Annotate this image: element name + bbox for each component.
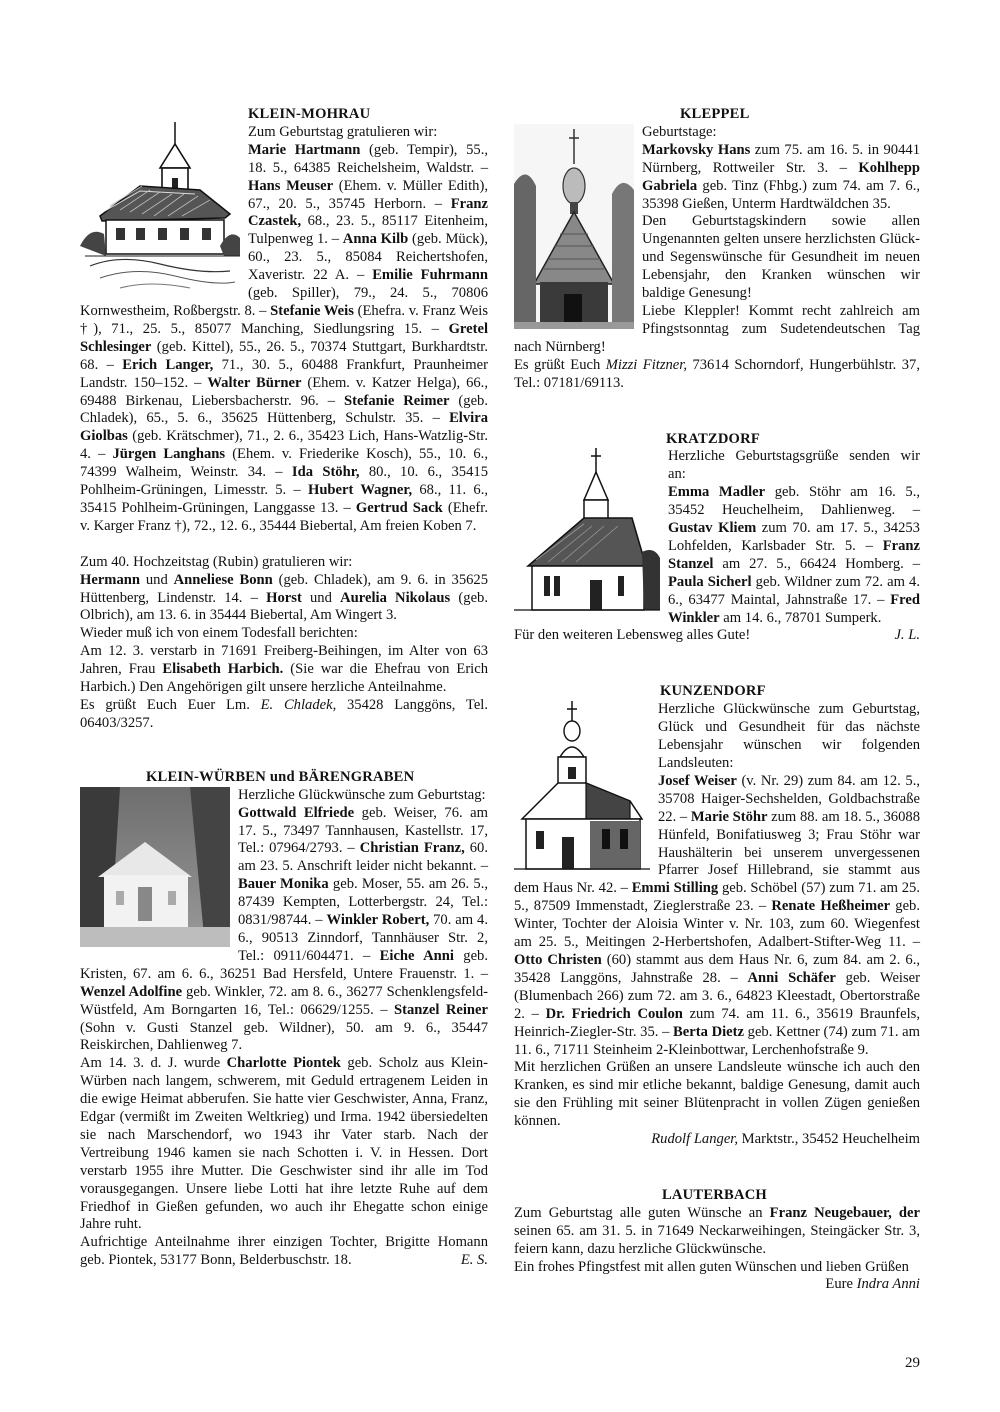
death-notice (80, 643, 488, 697)
person-name: Gustav Kliem (668, 520, 757, 537)
entry-text: seinen 65. am 31. 5. in 71649 Neckarweihingen, Steingäcker Str. 3, feiern kann, dazu herzliche Glückwünsche. (514, 1222, 920, 1257)
author-name: Mizzi Fitzner, (605, 356, 687, 373)
entry-text: 68., 23. 5., 85117 Eitenheim, Tulpenweg 1. – (248, 213, 488, 248)
entry-text: (Ehefra. v. Franz Weis †), 71., 25. 5., 85077 Manching, Siedlungsring 15. – (80, 302, 488, 337)
entry-text: (geb. Chladek), am 9. 6. in 35625 Hüttenberg, Lindenstr. 14. – (80, 571, 489, 606)
entry-text: (geb. Chladek), 65., 5. 6., 35625 Hüttenberg, Schulstr. 35. – (80, 392, 488, 427)
section-text: Mit herzlichen Grüßen an unsere Landsleute wünsche ich auch den Kranken, es sind mir etliche bekannt, baldige Genesung, damit auch sie den Frühling mit seiner Blütenpracht in vollen Zügen genießen können. (514, 1059, 920, 1130)
person-name: Horst (266, 589, 302, 606)
entry-text: geb. Moser, 55. am 26. 5., 87439 Kempten, Lotterbergstr. 24, Tel.: 0831/98744. – (238, 876, 488, 929)
entry-text: geb. Winter, Tochter der Aloisia Winter v. Nr. 103, zum 60. Wiegenfest am 25. 5., Meitingen 2-Herbertshofen, Adalbert-Stifter-Weg 11. – (514, 898, 921, 951)
signature (514, 357, 920, 393)
author-initials: J. L. (894, 627, 920, 644)
person-name: Franz Czastek, (248, 195, 488, 230)
entry-text: geb. Weiser, 76. am 17. 5., 73497 Tannhausen, Kastellstr. 17, Tel.: 07964/2793. – (238, 804, 488, 857)
person-name: Anni Schäfer (747, 969, 836, 986)
entry-text: 35428 Langgöns, Tel. 06403/3257. (80, 697, 488, 731)
entry-text: zum 75. am 16. 5. in 90441 Nürnberg, Rottweiler Str. 3. – (642, 141, 920, 176)
person-name: Hermann (80, 571, 140, 588)
person-name: Walter Bürner (207, 374, 302, 391)
signature (825, 1276, 920, 1294)
entry-text: 60. am 23. 5. Anschrift leider nicht bekannt. – (238, 840, 489, 875)
entry-text: (Ehem. v. Müller Edith), 67., 20. 5., 35745 Herborn. – (248, 177, 488, 212)
person-name: Fred Winkler (668, 591, 920, 626)
entry-text: (Ehem. v. Friederike Kosch), 55., 10. 6., 74399 Walheim, Weinstr. 34. – (80, 446, 488, 481)
entry-text: geb. Kettner (74) zum 71. am 11. 6., 71711 Steinheim 2-Kleinbottwar, Lerchenhofstraße 9. (514, 1023, 920, 1058)
section-lauterbach (514, 1186, 920, 1293)
section-klein-mohrau (80, 106, 488, 733)
entry-text: geb. Kristen, 67. am 6. 6., 36251 Bad Hersfeld, Untere Frauenstr. 1. – (80, 947, 488, 982)
intro: Zum 40. Hochzeitstag (Rubin) gratulieren wir: (80, 553, 353, 570)
entry-text: 73614 Schorndorf, Hungerbühlstr. 37, Tel.: 07181/69113. (514, 356, 920, 391)
author-initials: E. S. (460, 1252, 488, 1269)
entry-text: Ein frohes Pfingstfest mit allen guten Wünschen und lieben Grüßen (514, 1258, 909, 1275)
entry-text: am 27. 5., 66424 Homberg. – (713, 555, 920, 572)
castle-drawing-icon (80, 106, 240, 294)
anniversary-text (80, 554, 488, 626)
entry-text: geb. Tinz (Fhbg.) zum 74. am 7. 6., 35398 Gießen, Unterm Hardtwäldchen 35. (642, 177, 920, 212)
kleppel-photo (514, 124, 634, 329)
entry-text: geb. Scholz aus Klein-Würben nach langem, schwerem, mit Geduld ertragenem Leiden in die ewige Heimat abberufen. Sie hatte vier Geschwister, Anna, Franz, Edgar (vermißt im Zweiten Weltkrieg) und Irma. 1942 übersiedelten sie nach Marschendorf, wo 1943 ihr Vater starb. Nach der Vertreibung 1946 kamen sie nach Schotten i. V. in Hessen. Dort verstarb 1955 ihre Mutter. Die Geschwister sind ihr alle im Tod vorausgegangen. Unsere liebe Lotti hat ihre letzte Ruhe auf dem Friedhof in Gießen gefunden, wo auch ihr Ehegatte schon einige Jahre ruht. (80, 1055, 488, 1233)
person-name: Marie Hartmann (248, 141, 361, 158)
closing-text (514, 627, 920, 645)
person-name: Aurelia Nikolaus (340, 589, 451, 606)
entry-text: zum 88. am 18. 5., 36088 Hünfeld, Bonifatiusweg 3; Frau Stöhr war Haushälterin bei unserem unvergessenen Pfarrer Josef Hillebrand, sie stammt aus dem Haus Nr. 42. – (514, 808, 920, 897)
entry-text: (geb. Olbrich), am 13. 6. in 35444 Biebertal, Am Wingert 3. (80, 589, 488, 624)
section-title: LAUTERBACH (662, 1186, 767, 1203)
church-drawing-icon (514, 448, 660, 618)
intro: Geburtstage: (642, 123, 717, 140)
entry-text: (Sie war die Ehefrau von Erich Harbich.) Den Angehörigen gilt unsere herzliche Anteilnahme. (80, 661, 489, 696)
entry-text: Zum Geburtstag alle guten Wünsche an (514, 1204, 770, 1221)
entry-text: zum 74. am 11. 6., 35619 Braunfels, Heinrich-Ziegler-Str. 35. – (514, 1005, 920, 1040)
entry-text: und (301, 589, 341, 606)
author-name: Indra Anni (856, 1276, 920, 1293)
section-title: KLEIN-MOHRAU (248, 106, 371, 122)
person-name: Gertrud Sack (355, 499, 443, 516)
person-name: Gretel Schlesinger (80, 320, 488, 355)
intro: Herzliche Glückwünsche zum Geburtstag: (238, 786, 486, 803)
entry-text: am 14. 6., 78701 Sumperk. (719, 609, 882, 626)
person-name: Josef Weiser (658, 772, 737, 789)
intro: Herzliche Geburtstagsgrüße senden wir an: (668, 448, 920, 483)
person-name: Anna Kilb (342, 231, 409, 248)
entry-text: zum 70. am 17. 5., 34253 Lohfelden, Karlsbader Str. 5. – (668, 520, 920, 554)
entry-text: (Ehefr. v. Karger Franz †), 72., 12. 6., 35444 Biebertal, Am freien Koben 7. (80, 499, 488, 534)
entry-text: Marktstr., 35452 Heuchelheim (738, 1131, 920, 1148)
person-name: Dr. Friedrich Coulon (545, 1005, 683, 1022)
person-name: Paula Sicherl (668, 573, 752, 590)
closing-text (80, 1234, 488, 1270)
person-name: Erich Langer, (122, 356, 214, 373)
entry-text: (Sohn v. Gusti Stanzel geb. Wildner), 50. am 9. 6., 35447 Reiskirchen, Dahlienweg 7. (80, 1019, 488, 1054)
entry-text: Für den weiteren Lebensweg alles Gute! (514, 627, 751, 644)
right-column (514, 106, 920, 1294)
entry-text: 80., 10. 6., 35415 Pohlheim-Grüningen, Limesstr. 5. – (80, 464, 488, 499)
wooden-chapel-icon (514, 124, 634, 329)
person-name: Bauer Monika (238, 876, 329, 893)
person-name: Stanzel Reiner (393, 1001, 488, 1018)
entry-text: Eure (825, 1276, 857, 1293)
section-title: KLEPPEL (680, 106, 750, 122)
section-text: Liebe Kleppler! Kommt recht zahlreich am Pfingstsonntag zum Sudetendeutschen Tag nach Nürnberg! (514, 302, 920, 355)
entry-text: (geb. Kittel), 55., 26. 5., 70374 Stuttgart, Burkhardtstr. 68. – (80, 338, 488, 373)
klein-mohrau-picture (80, 106, 240, 294)
section-klein-wuerben (80, 769, 488, 1270)
entry-text: geb. Wildner zum 72. am 4. 6., 63477 Maintal, Jahnstraße 17. – (668, 573, 920, 608)
person-name: Franz Neugebauer, der (769, 1204, 920, 1221)
person-name: Ida Stöhr, (291, 464, 360, 481)
person-name: Markovsky Hans (642, 141, 751, 158)
person-name: Eiche Anni (379, 947, 454, 964)
section-kratzdorf (514, 431, 920, 646)
intro: Herzliche Glückwünsche zum Geburtstag, Glück und Gesundheit für das nächste Lebensjahr wünschen wir folgenden Landsleuten: (658, 701, 920, 771)
death-notice-intro: Wieder muß ich von einem Todesfall berichten: (80, 625, 358, 642)
author-name: Rudolf Langer, (651, 1131, 739, 1148)
person-name: Charlotte Piontek (226, 1055, 341, 1072)
section-kunzendorf (514, 683, 920, 1149)
death-notice (80, 1055, 488, 1234)
person-name: Otto Christen (514, 951, 602, 968)
intro: Zum Geburtstag gratulieren wir: (248, 123, 438, 140)
entry-text: 71., 30. 5., 60488 Frankfurt, Praunheimer Landstr. 150–152. – (80, 356, 488, 391)
entry-text: Am 14. 3. d. J. wurde (80, 1055, 227, 1072)
entry-text: geb. Winkler, 72. am 8. 6., 36277 Schenklengsfeld-Wüstfeld, Am Borngarten 16, Tel.: 06629/1255. – (80, 983, 488, 1018)
entry-text: (geb. Krätschmer), 71., 2. 6., 35423 Lich, Hans-Watzlig-Str. 4. – (80, 428, 488, 463)
entry-text: 68., 11. 6., 35415 Pohlheim-Grüningen, Langgasse 13. – (80, 482, 488, 516)
entry-text: geb. Schöbel (57) zum 71. am 25. 5., 87509 Immenstadt, Zieglerstraße 23. – (514, 880, 920, 915)
person-name: Winkler Robert, (326, 912, 430, 929)
entry-text: Es grüßt Euch Euer Lm. (80, 697, 261, 713)
person-name: Emma Madler (668, 484, 766, 501)
section-title: KRATZDORF (666, 430, 760, 447)
person-name: Elisabeth Harbich. (162, 661, 284, 678)
kratzdorf-picture (514, 448, 660, 618)
entry-text: (Ehem. v. Katzer Helga), 66., 69488 Birkenau, Liebersbacherstr. 96. – (80, 374, 488, 409)
person-name: Elvira Giolbas (80, 410, 488, 445)
entry-text: (geb. Spiller), 79., 24. 5., 70806 Kornwestheim, Roßbergstr. 8. – (80, 285, 488, 319)
person-name: Renate Heßheimer (771, 898, 891, 915)
chapel-photo-icon (80, 787, 230, 947)
person-name: Stefanie Weis (270, 302, 354, 319)
entry-text: geb. Weiser (Blumenbach 266) zum 72. am 3. 6., 64823 Kleestadt, Obertorstraße 2. – (514, 969, 920, 1022)
entry-text: (geb. Tempir), 55., 18. 5., 64385 Reichelsheim, Waldstr. – (248, 141, 488, 176)
person-name: Anneliese Bonn (173, 571, 273, 588)
baroque-church-icon (514, 701, 650, 877)
kunzendorf-picture (514, 701, 650, 877)
entry-text: geb. Stöhr am 16. 5., 35452 Heuchelheim, Dahlienweg. – (668, 484, 920, 519)
section-kleppel (514, 106, 920, 393)
section-title: KLEIN-WÜRBEN und BÄRENGRABEN (146, 768, 415, 785)
entry-text: Am 12. 3. verstarb in 71691 Freiberg-Beihingen, im Alter von 63 Jahren, Frau (80, 643, 488, 678)
entry-text: (v. Nr. 29) zum 84. am 12. 5., 35708 Haiger-Sechshelden, Goldbachstraße 22. – (658, 772, 920, 825)
entry-text: und (140, 571, 174, 588)
page-number: 29 (905, 1355, 920, 1371)
section-title: KUNZENDORF (660, 683, 766, 700)
closing-text (514, 1258, 920, 1293)
entry-text: Es grüßt Euch (514, 356, 606, 373)
person-name: Wenzel Adolfine (80, 983, 183, 1000)
person-name: Stefanie Reimer (344, 392, 450, 409)
person-name: Kohlhepp Gabriela (642, 159, 920, 194)
klein-wuerben-photo (80, 787, 230, 947)
left-column (80, 106, 488, 1270)
section-text: Den Geburtstagskindern sowie allen Ungenannten gelten unsere herzlichsten Glück- und Segenswünsche für Gesundheit im neuen Lebensjahr, den Kranken wünschen wir baldige Genesung! (642, 213, 920, 302)
entry-text: Aufrichtige Anteilnahme ihrer einzigen Tochter, Brigitte Homann geb. Piontek, 53177 Bonn, Belderbuschstr. 18. (80, 1234, 488, 1269)
entry-text: (geb. Mück), 60., 23. 5., 85084 Reichertshofen, Xaveristr. 22 A. – (248, 231, 488, 284)
person-name: Franz Stanzel (668, 537, 920, 572)
person-name: Gottwald Elfriede (238, 804, 355, 821)
person-name: Emmi Stilling (631, 880, 719, 897)
person-name: Hans Meuser (248, 177, 334, 194)
author-name: E. Chladek, (260, 697, 337, 713)
entry-text: 70. am 4. 6., 90513 Zinndorf, Tannhäuser Str. 2, Tel.: 0911/604471. – (238, 912, 488, 964)
signature (514, 1131, 920, 1149)
section-text (514, 1205, 920, 1259)
person-name: Jürgen Langhans (112, 446, 226, 463)
person-name: Berta Dietz (673, 1023, 744, 1040)
person-name: Marie Stöhr (690, 808, 768, 825)
person-name: Hubert Wagner, (307, 482, 413, 499)
person-name: Christian Franz, (359, 840, 465, 857)
entry-text: (60) stammt aus dem Haus Nr. 6, zum 84. am 2. 6., 35428 Langgöns, Jahnstraße 28. – (514, 951, 920, 986)
person-name: Emilie Fuhrmann (372, 267, 488, 284)
signature (80, 697, 488, 733)
